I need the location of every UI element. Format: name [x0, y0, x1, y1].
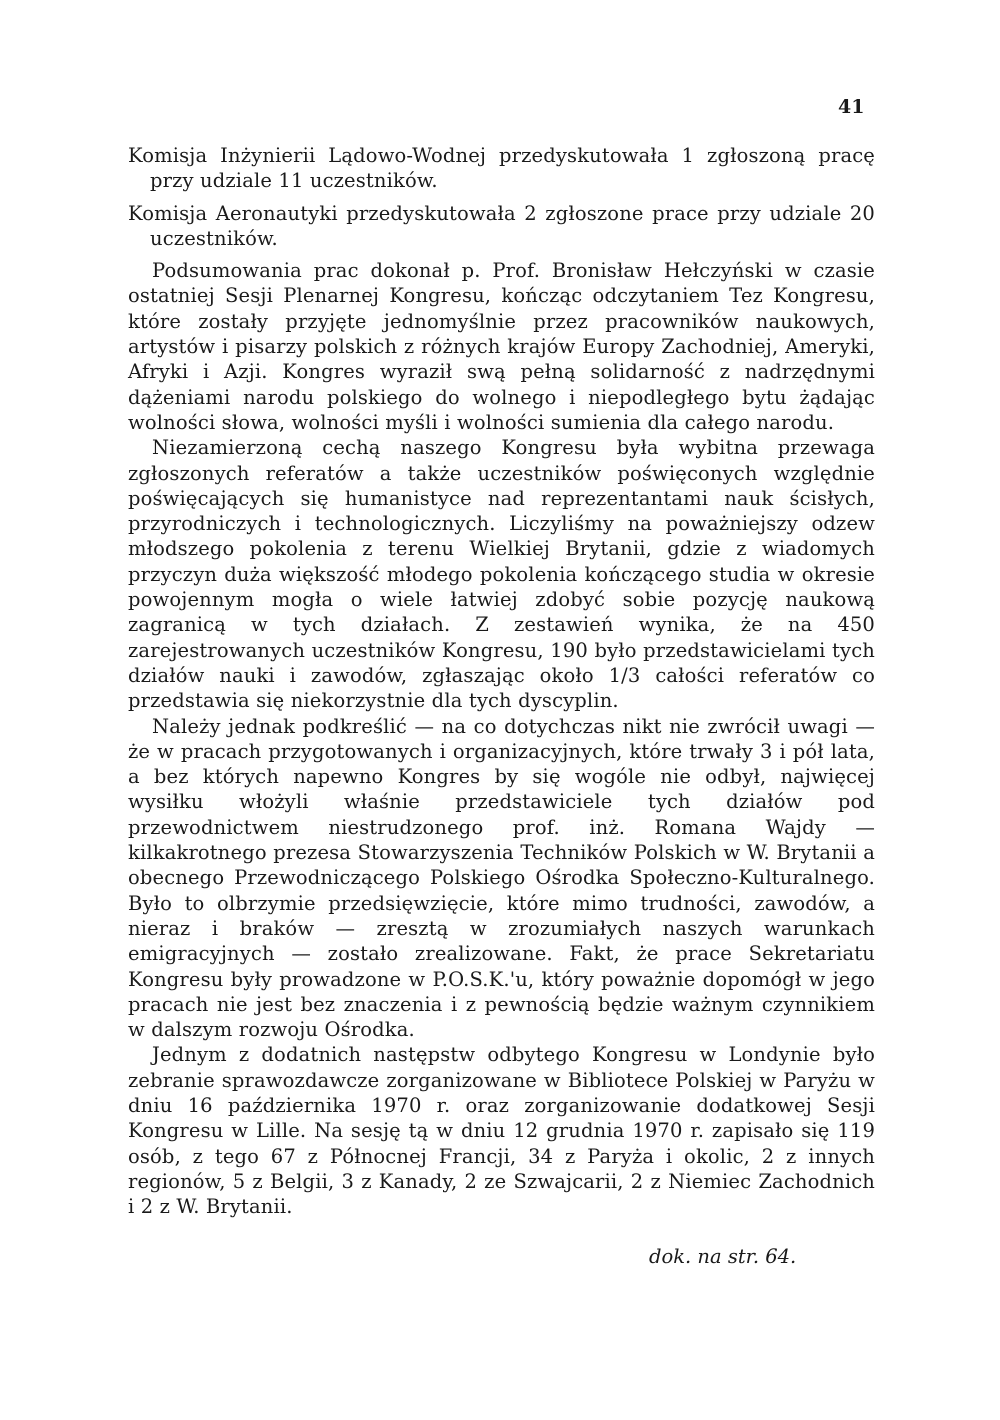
paragraph-aeronautics: Komisja Aeronautyki przedyskutowała 2 zgłoszone prace przy udziale 20 uczestników. — [128, 201, 875, 250]
paragraph-paris-lille: Jednym z dodatnich następstw odbytego Kongresu w Londynie było zebranie sprawozdawcze zorganizowane w Bibliotece Polskiej w Paryżu w dniu 16 października 1970 r. oraz zorganizowanie dodatkowej Sesji Kongresu w Lille. Na sesję tą w dniu 12 grudnia 1970 r. zapisało się 119 osób, z tego 67 z Północnej Francji, 34 z Paryża i okolic, 2 z innych regionów, 5 z Belgii, 3 z Kanady, 2 ze Szwajcarii, 2 z Niemiec Zachodnich i 2 z W. Brytanii. — [128, 1043, 875, 1219]
paragraph-organizers: Należy jednak podkreślić — na co dotychczas nikt nie zwrócił uwagi — że w pracach przygotowanych i organizacyjnych, które trwały 3 i pół lata, a bez których napewno Kongres by się wogóle nie odbył, najwięcej wysiłku włożyli właśnie przedstawiciele tych działów pod przewodnictwem niestrudzonego prof. inż. Romana Wajdy — kilkakrotnego prezesa Stowarzyszenia Techników Polskich w W. Brytanii a obecnego Przewodniczącego Polskiego Ośrodka Społeczno-Kulturalnego. Było to olbrzymie przedsięwzięcie, które mimo trudności, zawodów, a nieraz i braków — zresztą w zrozumiałych naszych warunkach emigracyjnych — zostało zrealizowane. Fakt, że prace Sekretariatu Kongresu były prowadzone w P.O.S.K.'u, który poważnie dopomógł w jego pracach nie jest bez znaczenia i z pewnością będzie ważnym czynnikiem w dalszym rozwoju Ośrodka. — [128, 714, 875, 1042]
continuation-note: dok. na str. 64. — [649, 1245, 797, 1268]
paragraph-humanities: Niezamierzoną cechą naszego Kongresu była wybitna przewaga zgłoszonych referatów a także uczestników poświęconych względnie poświęcających się humanistyce nad reprezentantami nauk ścisłych, przyrodniczych i technologicznych. Liczyliśmy na poważniejszy odzew młodszego pokolenia z terenu Wielkiej Brytanii, gdzie z wiadomych przyczyn duża większość młodego pokolenia kończącego studia w okresie powojennym mogła o wiele łatwiej zdobyć sobie pozycję naukową zagranicą w tych działach. Z zestawień wynika, że na 450 zarejestrowanych uczestników Kongresu, 190 było przedstawicielami tych działów nauki i zawodów, zgłaszając około 1/3 całości referatów co przedstawia się niekorzystnie dla tych dyscyplin. — [128, 436, 875, 713]
paragraph-civil-engineering: Komisja Inżynierii Lądowo-Wodnej przedyskutowała 1 zgłoszoną pracę przy udziale 11 uczestników. — [128, 144, 875, 193]
body-text — [128, 143, 875, 1219]
page-number: 41 — [838, 96, 865, 118]
paragraph-summary: Podsumowania prac dokonał p. Prof. Bronisław Hełczyński w czasie ostatniej Sesji Plenarnej Kongresu, kończąc odczytaniem Tez Kongresu, które zostały przyjęte jednomyślnie przez pracowników naukowych, artystów i pisarzy polskich z różnych krajów Europy Zachodniej, Ameryki, Afryki i Azji. Kongres wyraził swą pełną solidarność z nadrzędnymi dążeniami narodu polskiego do wolnego i niepodległego bytu żądając wolności słowa, wolności myśli i wolności sumienia dla całego narodu. — [128, 259, 875, 434]
